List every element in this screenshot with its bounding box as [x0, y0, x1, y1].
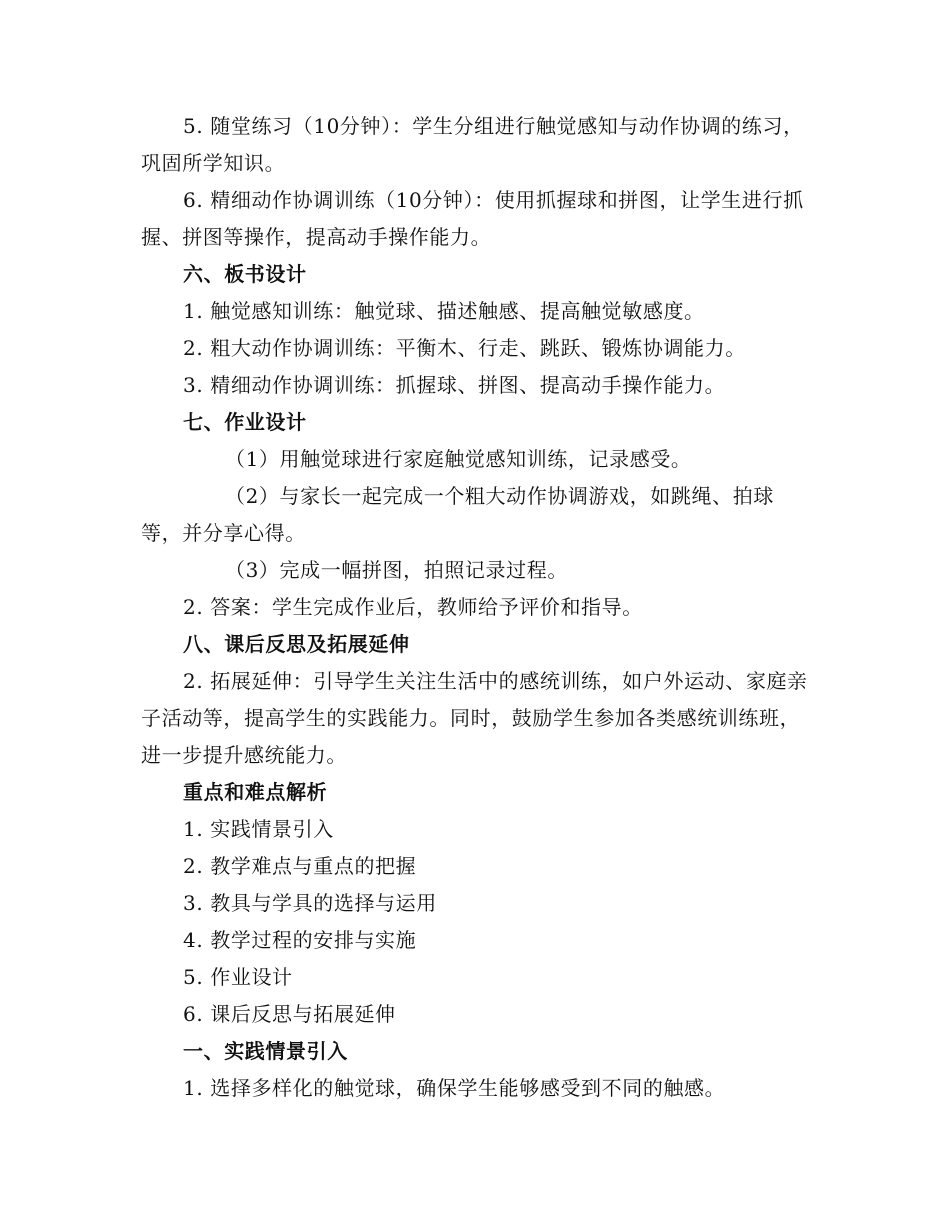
paragraph-practice: 5. 随堂练习（10分钟）：学生分组进行触觉感知与动作协调的练习，巩固所学知识。	[141, 114, 804, 175]
list-item: 1. 选择多样化的触觉球，确保学生能够感受到不同的触感。	[183, 1076, 726, 1100]
list-item: （3）完成一幅拼图，拍照记录过程。	[225, 558, 568, 582]
list-item: 2. 教学难点与重点的把握	[183, 854, 417, 878]
list-item: 5. 作业设计	[183, 965, 293, 989]
paragraph-fine-motor-training: 6. 精细动作协调训练（10分钟）：使用抓握球和拼图，让学生进行抓握、拼图等操作，提高动手操作能力。	[141, 188, 804, 249]
list-item: 1. 触觉感知训练：触觉球、描述触感、提高触觉敏感度。	[183, 299, 705, 323]
paragraph-answer: 2. 答案：学生完成作业后，教师给予评价和指导。	[183, 595, 643, 619]
heading-blackboard-design: 六、板书设计	[183, 262, 307, 286]
document-body	[141, 108, 811, 1107]
heading-practice-context: 一、实践情景引入	[183, 1039, 348, 1063]
list-item: 2. 粗大动作协调训练：平衡木、行走、跳跃、锻炼协调能力。	[183, 336, 746, 360]
list-item: 3. 教具与学具的选择与运用	[183, 891, 437, 915]
list-item: 4. 教学过程的安排与实施	[183, 928, 417, 952]
list-item: 3. 精细动作协调训练：抓握球、拼图、提高动手操作能力。	[183, 373, 726, 397]
heading-reflection-extension: 八、课后反思及拓展延伸	[183, 632, 410, 656]
heading-homework-design: 七、作业设计	[183, 410, 307, 434]
heading-key-points: 重点和难点解析	[183, 780, 328, 804]
list-item: （1）用触觉球进行家庭触觉感知训练，记录感受。	[225, 447, 692, 471]
paragraph-extension: 2. 拓展延伸：引导学生关注生活中的感统训练，如户外运动、家庭亲子活动等，提高学生的实践能力。同时，鼓励学生参加各类感统训练班，进一步提升感统能力。	[141, 669, 808, 767]
list-item: 1. 实践情景引入	[183, 817, 334, 841]
list-item: 6. 课后反思与拓展延伸	[183, 1002, 396, 1026]
list-item: （2）与家长一起完成一个粗大动作协调游戏，如跳绳、拍球等，并分享心得。	[141, 484, 774, 545]
